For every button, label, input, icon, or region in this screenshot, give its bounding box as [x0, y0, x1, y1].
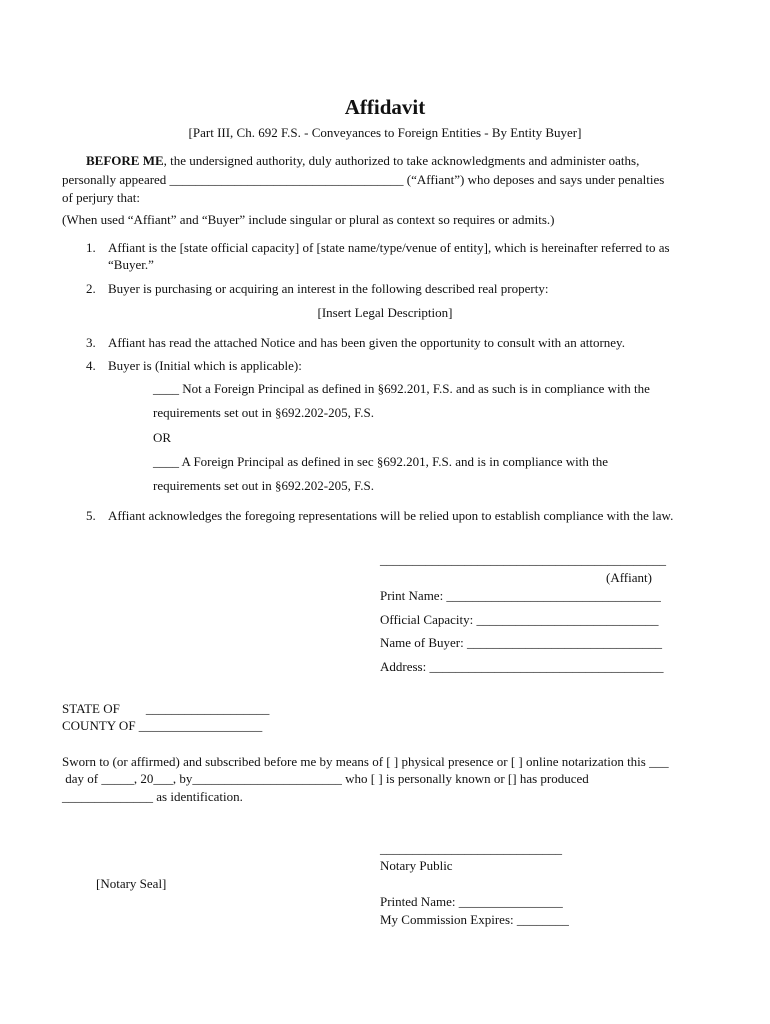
- document-subtitle: [Part III, Ch. 692 F.S. - Conveyances to Foreign Entities - By Entity Buyer]: [188, 125, 582, 140]
- item-1-number: 1.: [86, 240, 96, 255]
- document-title: Affidavit: [344, 95, 426, 119]
- item-3-line-1: Affiant has read the attached Notice and has been given the opportunity to consult with an attorney.: [108, 335, 625, 350]
- notary-signature-line: ____________________________: [380, 841, 562, 856]
- notary-seal-placeholder: [Notary Seal]: [96, 876, 167, 891]
- notary-public-label: Notary Public: [380, 858, 453, 873]
- print-name-field: Print Name: _________________________________: [380, 588, 661, 603]
- official-capacity-field: Official Capacity: ____________________________: [380, 612, 659, 627]
- state-of-field: STATE OF ___________________: [62, 701, 270, 716]
- item-2-line-1: Buyer is purchasing or acquiring an interest in the following described real property:: [108, 281, 549, 296]
- legal-description-placeholder: [Insert Legal Description]: [317, 305, 453, 320]
- jurat-line-1: Sworn to (or affirmed) and subscribed before me by means of [ ] physical presence or [ ] online notarization this ___: [62, 754, 669, 769]
- item-3-number: 3.: [86, 335, 96, 350]
- county-of-field: COUNTY OF ___________________: [62, 718, 263, 733]
- item-4-number: 4.: [86, 358, 96, 373]
- item-5-number: 5.: [86, 508, 96, 523]
- option-or: OR: [153, 430, 172, 445]
- commission-expires-field: My Commission Expires: ________: [380, 912, 569, 927]
- jurat-line-2: day of _____, 20___, by_______________________ who [ ] is personally known or [] has produced: [62, 771, 589, 786]
- name-of-buyer-field: Name of Buyer: ______________________________: [380, 635, 663, 650]
- intro-line-2: personally appeared ____________________________________ (“Affiant”) who deposes and says under penalties: [62, 172, 665, 187]
- item-1-line-1: Affiant is the [state official capacity] of [state name/type/venue of entity], which is hereinafter referred to as: [108, 240, 670, 255]
- address-field: Address: ____________________________________: [380, 659, 664, 674]
- affiant-signature-line: ____________________________________________: [380, 552, 666, 567]
- item-4-line-1: Buyer is (Initial which is applicable):: [108, 358, 302, 373]
- intro-line-1-rest: , the undersigned authority, duly authorized to take acknowledgments and administer oaths,: [163, 153, 640, 168]
- notary-printed-name-field: Printed Name: ________________: [380, 894, 563, 909]
- affiant-label: (Affiant): [606, 570, 652, 585]
- intro-line-1: [86, 152, 639, 170]
- jurat-line-3: ______________ as identification.: [62, 789, 243, 804]
- intro-lead: BEFORE ME: [86, 153, 164, 168]
- item-5-line-1: Affiant acknowledges the foregoing representations will be relied upon to establish compliance with the law.: [108, 508, 674, 523]
- item-1-line-2: “Buyer.”: [108, 257, 154, 272]
- option-1-line-1: ____ Not a Foreign Principal as defined in §692.201, F.S. and as such is in compliance with the: [153, 381, 650, 396]
- item-2-number: 2.: [86, 281, 96, 296]
- intro-line-3: of perjury that:: [62, 190, 140, 205]
- option-2-line-2: requirements set out in §692.202-205, F.S.: [153, 478, 375, 493]
- definition-note: (When used “Affiant” and “Buyer” include singular or plural as context so requires or admits.): [62, 212, 555, 227]
- option-2-line-1: ____ A Foreign Principal as defined in sec §692.201, F.S. and is in compliance with the: [153, 454, 608, 469]
- option-1-line-2: requirements set out in §692.202-205, F.S.: [153, 405, 375, 420]
